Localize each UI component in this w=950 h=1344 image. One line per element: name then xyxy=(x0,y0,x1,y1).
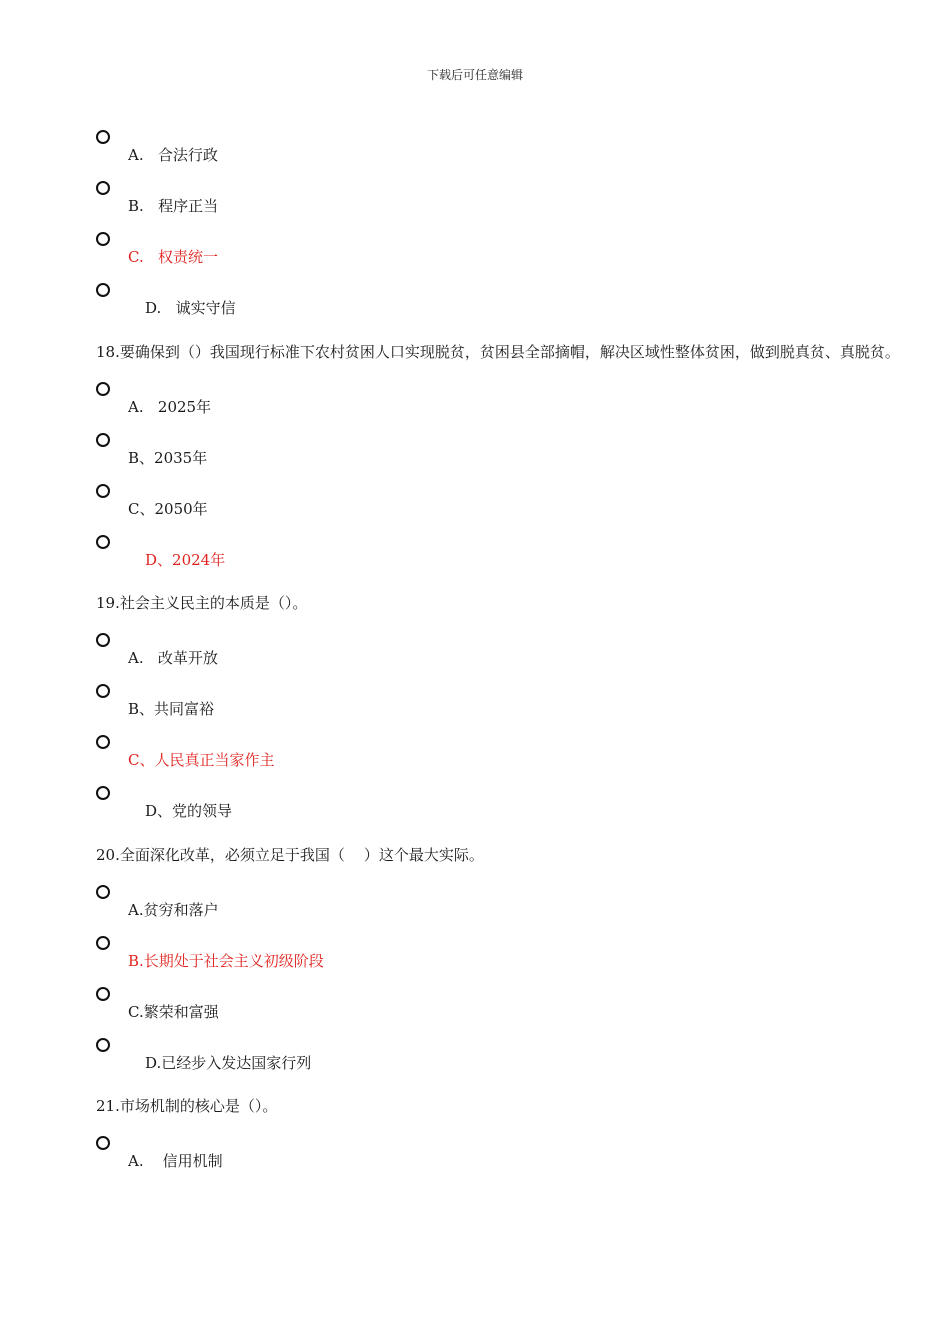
option-q20-d: D.已经步入发达国家行列 xyxy=(145,1054,312,1072)
option-q19-d: D、党的领导 xyxy=(145,802,233,820)
radio-q19-d[interactable] xyxy=(96,786,110,800)
radio-q20-c[interactable] xyxy=(96,987,110,1001)
option-q18-c: C、2050年 xyxy=(128,500,208,518)
option-q21-a: A. 信用机制 xyxy=(128,1152,223,1170)
option-q18-a: A. 2025年 xyxy=(128,398,212,416)
radio-q18-c[interactable] xyxy=(96,484,110,498)
radio-q20-d[interactable] xyxy=(96,1038,110,1052)
question-21: 21.市场机制的核心是（）。 xyxy=(96,1097,278,1115)
radio-q18-b[interactable] xyxy=(96,433,110,447)
radio-q17-b[interactable] xyxy=(96,181,110,195)
option-q20-b: B.长期处于社会主义初级阶段 xyxy=(128,952,324,970)
radio-q20-a[interactable] xyxy=(96,885,110,899)
option-q19-b: B、共同富裕 xyxy=(128,700,215,718)
radio-q18-d[interactable] xyxy=(96,535,110,549)
option-q19-c: C、人民真正当家作主 xyxy=(128,751,275,769)
option-q17-b: B. 程序正当 xyxy=(128,197,219,215)
radio-q17-d[interactable] xyxy=(96,283,110,297)
radio-q19-b[interactable] xyxy=(96,684,110,698)
radio-q17-a[interactable] xyxy=(96,130,110,144)
option-q17-c: C. 权责统一 xyxy=(128,248,219,266)
question-19: 19.社会主义民主的本质是（）。 xyxy=(96,594,308,612)
option-q17-a: A. 合法行政 xyxy=(128,146,218,164)
radio-q18-a[interactable] xyxy=(96,382,110,396)
option-q19-a: A. 改革开放 xyxy=(128,649,218,667)
question-18: 18.要确保到（）我国现行标准下农村贫困人口实现脱贫，贫困县全部摘帽，解决区域性整体贫困，做到脱真贫、真脱贫。 xyxy=(96,343,900,361)
radio-q21-a[interactable] xyxy=(96,1136,110,1150)
option-q18-b: B、2035年 xyxy=(128,449,208,467)
option-q20-a: A.贫穷和落户 xyxy=(128,901,219,919)
radio-q20-b[interactable] xyxy=(96,936,110,950)
option-q20-c: C.繁荣和富强 xyxy=(128,1003,219,1021)
radio-q19-c[interactable] xyxy=(96,735,110,749)
page-header: 下载后可任意编辑 xyxy=(426,68,523,82)
option-q17-d: D. 诚实守信 xyxy=(145,299,236,317)
radio-q17-c[interactable] xyxy=(96,232,110,246)
option-q18-d: D、2024年 xyxy=(145,551,226,569)
question-20: 20.全面深化改革，必须立足于我国（ ）这个最大实际。 xyxy=(96,846,484,864)
radio-q19-a[interactable] xyxy=(96,633,110,647)
